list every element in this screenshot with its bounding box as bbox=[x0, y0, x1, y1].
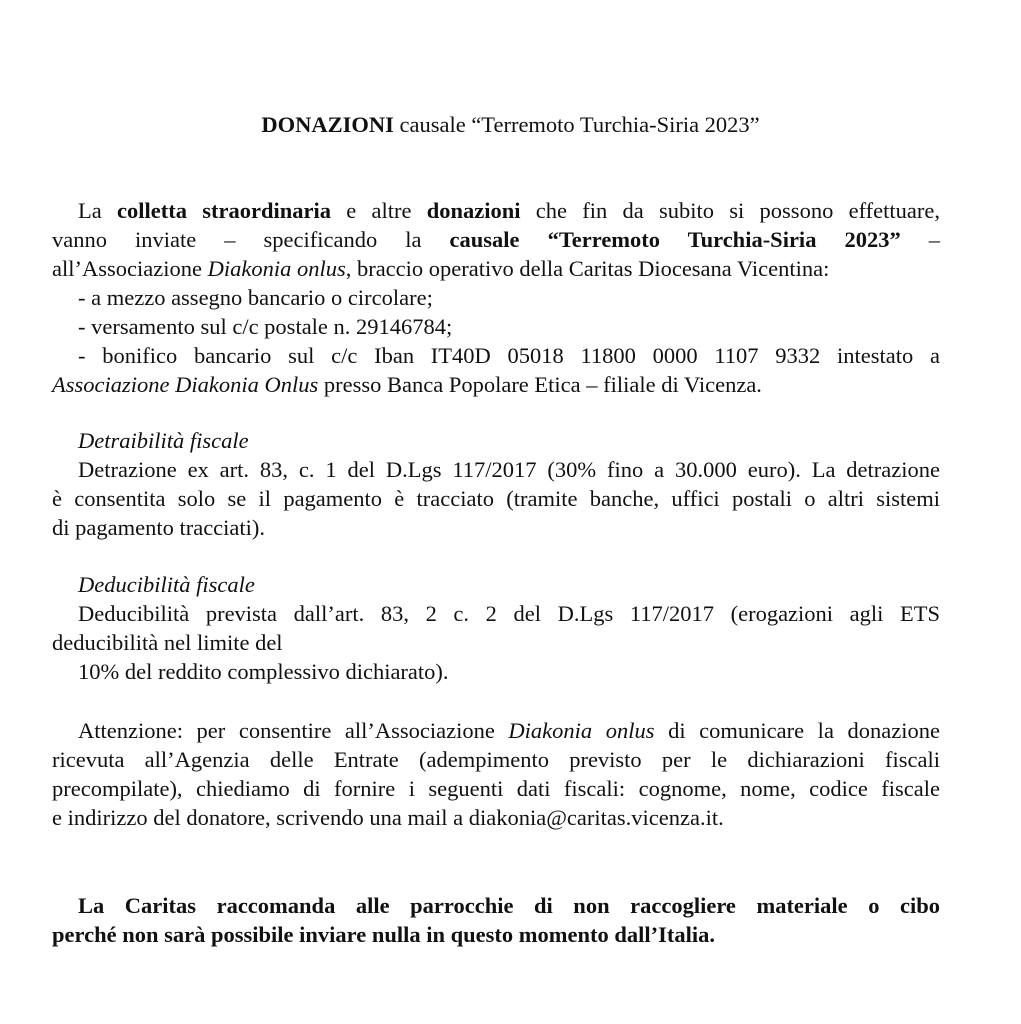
title-rest: causale “Terremoto Turchia-Siria 2023” bbox=[393, 112, 760, 137]
intro-line-3 bbox=[52, 254, 940, 283]
deducibilita-section bbox=[52, 570, 940, 686]
paragraph-line: Deducibilità prevista dall’art. 83, 2 c. 2 del D.Lgs 117/2017 (erogazioni agli ETS bbox=[78, 601, 940, 626]
page-title bbox=[0, 110, 1021, 139]
paragraph-line: deducibilità nel limite del bbox=[52, 630, 283, 655]
bold-text: colletta straordinaria bbox=[117, 198, 331, 223]
italic-text: Diakonia onlus bbox=[207, 256, 346, 281]
detraibilita-section bbox=[52, 426, 940, 542]
text: che fin da subito si possono effettuare, bbox=[520, 198, 940, 223]
section-heading bbox=[52, 570, 940, 599]
list-item: - bonifico bancario sul c/c Iban IT40D 05018 11800 0000 1107 9332 intestato a bbox=[78, 343, 940, 368]
text: all’Associazione bbox=[52, 256, 208, 281]
attenzione-paragraph bbox=[52, 716, 940, 832]
intro-line-2 bbox=[52, 225, 940, 254]
warning-paragraph bbox=[52, 891, 940, 949]
text: – bbox=[900, 227, 940, 252]
paragraph-line: e indirizzo del donatore, scrivendo una mail a diakonia@caritas.vicenza.it. bbox=[52, 805, 724, 830]
intro-line-1 bbox=[52, 196, 940, 225]
paragraph-line: 10% del reddito complessivo dichiarato). bbox=[78, 659, 449, 684]
italic-text: Associazione Diakonia Onlus bbox=[52, 372, 319, 397]
text: e altre bbox=[330, 198, 427, 223]
italic-text: Diakonia onlus bbox=[508, 718, 655, 743]
text: presso Banca Popolare Etica – filiale di Vicenza. bbox=[318, 372, 762, 397]
paragraph-line: precompilate), chiediamo di fornire i seguenti dati fiscali: cognome, nome, codice fiscale bbox=[52, 776, 940, 801]
paragraph-line bbox=[52, 716, 940, 745]
text: La bbox=[78, 198, 117, 223]
warning-line: perché non sarà possibile inviare nulla in questo momento dall’Italia. bbox=[52, 922, 715, 947]
paragraph-line: è consentita solo se il pagamento è tracciato (tramite banche, uffici postali o altri sistemi bbox=[52, 486, 940, 511]
section-heading bbox=[52, 426, 940, 455]
bold-text: donazioni bbox=[426, 198, 521, 223]
bold-text: causale “Terremoto Turchia-Siria 2023” bbox=[449, 227, 901, 252]
list-item: - a mezzo assegno bancario o circolare; bbox=[78, 285, 433, 310]
intro-line-7 bbox=[52, 370, 940, 399]
warning-line: La Caritas raccomanda alle parrocchie di non raccogliere materiale o cibo bbox=[78, 893, 940, 918]
paragraph-line: ricevuta all’Agenzia delle Entrate (adempimento previsto per le dichiarazioni fiscali bbox=[52, 747, 940, 772]
paragraph-line: di pagamento tracciati). bbox=[52, 515, 266, 540]
text: , braccio operativo della Caritas Diocesana Vicentina: bbox=[345, 256, 830, 281]
list-item: - versamento sul c/c postale n. 29146784; bbox=[78, 314, 453, 339]
italic-text: Detraibilità fiscale bbox=[78, 428, 249, 453]
text: di comunicare la donazione bbox=[654, 718, 940, 743]
text: Attenzione: per consentire all’Associazione bbox=[78, 718, 509, 743]
intro-paragraph bbox=[52, 196, 940, 399]
italic-text: Deducibilità fiscale bbox=[78, 572, 255, 597]
text: vanno inviate – specificando la bbox=[52, 227, 450, 252]
paragraph-line: Detrazione ex art. 83, c. 1 del D.Lgs 117/2017 (30% fino a 30.000 euro). La detrazione bbox=[78, 457, 940, 482]
title-bold: DONAZIONI bbox=[261, 112, 394, 137]
